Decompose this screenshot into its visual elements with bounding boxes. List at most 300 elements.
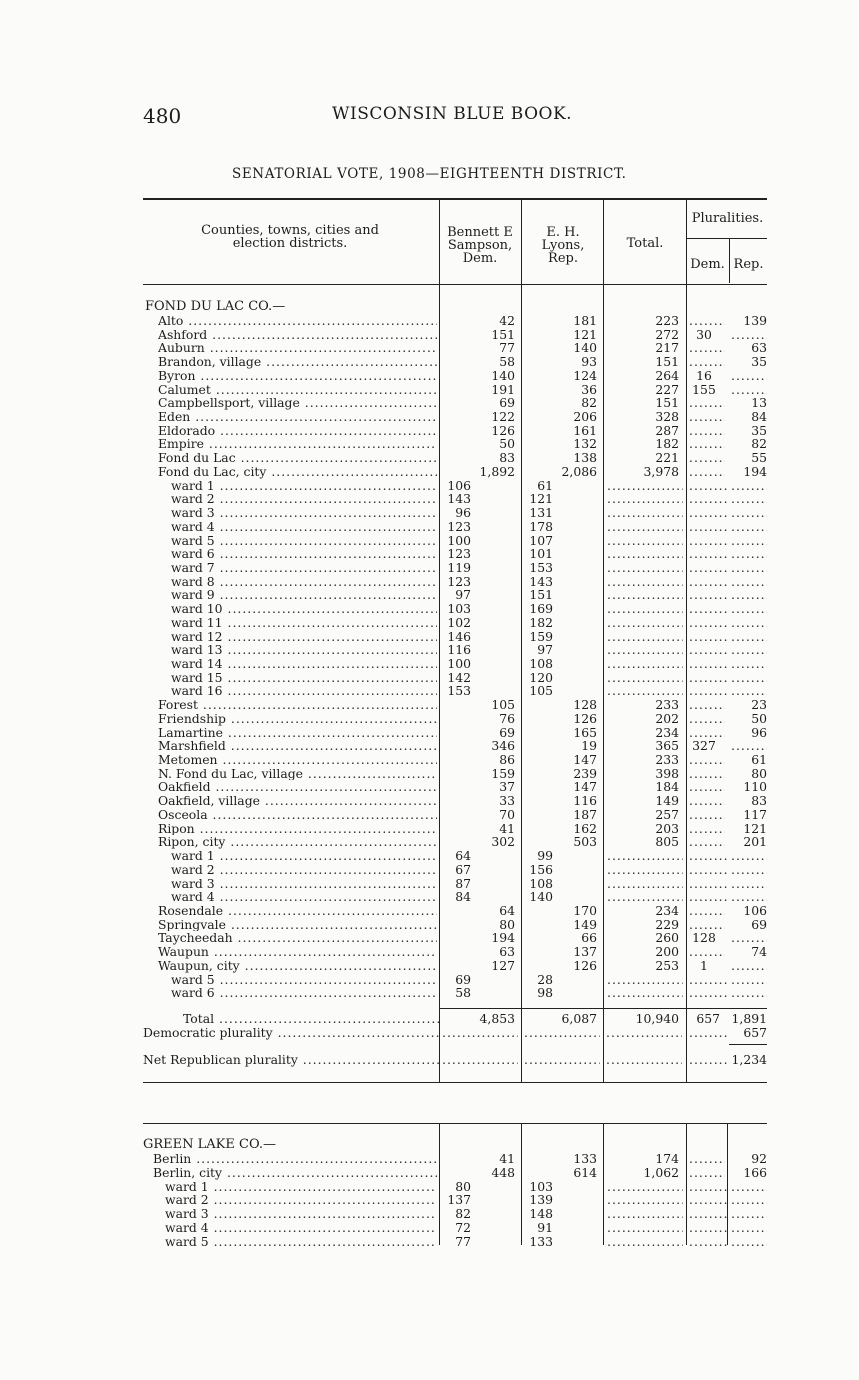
district-name: Ripon, city ..... <box>158 835 437 849</box>
dots-pdem <box>689 822 725 836</box>
dots-prep <box>731 602 767 616</box>
rep-vote: 147 <box>573 752 597 768</box>
district-name: ward 3 ..... <box>165 1207 437 1221</box>
ward-rep-vote: 108 <box>529 656 553 671</box>
district-name: ward 2 ..... <box>165 1193 437 1207</box>
total-label: Total ..... <box>183 1012 439 1026</box>
ward-row <box>0 890 859 904</box>
ward-rep-vote: 91 <box>537 1220 553 1235</box>
dots-pdem <box>689 602 727 616</box>
dots-total <box>607 520 683 534</box>
dem-vote: 83 <box>499 450 515 466</box>
header-plurality-dem: Dem. <box>690 257 725 272</box>
ward-row <box>0 506 859 520</box>
ward-dem-vote: 142 <box>447 669 471 685</box>
dots-pdem <box>689 1221 727 1235</box>
district-name: Oakfield ..... <box>158 780 437 794</box>
book-title: WISCONSIN BLUE BOOK. <box>332 104 573 124</box>
dots-rep <box>524 1053 600 1067</box>
total-rule <box>439 1008 767 1009</box>
district-row <box>0 918 859 932</box>
dots-total <box>607 534 683 548</box>
district-row <box>0 904 859 918</box>
rep-vote: 126 <box>573 710 597 726</box>
dots-pdem <box>689 794 725 808</box>
district-row <box>0 396 859 410</box>
rep-vote: 147 <box>573 779 597 795</box>
ward-dem-vote: 123 <box>447 518 471 534</box>
dots-total <box>607 630 683 644</box>
ward-dem-vote: 84 <box>455 889 471 905</box>
rep-vote: 133 <box>573 1151 597 1166</box>
total-vote: 234 <box>655 724 679 740</box>
dem-vote: 33 <box>499 793 515 809</box>
dots-prep <box>731 383 767 397</box>
dots-pdem <box>689 863 727 877</box>
rep-vote: 140 <box>573 340 597 356</box>
dots-total <box>607 684 683 698</box>
district-name: Waupun, city ..... <box>158 959 437 973</box>
ward-rep-vote: 156 <box>529 861 553 877</box>
total-vote: 1,062 <box>643 1164 679 1180</box>
dots-pdem <box>689 341 725 355</box>
total-vote: 149 <box>655 793 679 809</box>
district-name: ward 4 ..... <box>171 520 437 534</box>
dots-prep <box>731 986 767 1000</box>
dem-vote: 58 <box>499 354 515 370</box>
ward-dem-vote: 87 <box>455 875 471 891</box>
total-vote: 287 <box>655 422 679 438</box>
dots-pdem <box>689 767 725 781</box>
plurality-rep: 23 <box>751 697 767 713</box>
district-name: ward 11 ..... <box>171 616 437 630</box>
dem-vote: 50 <box>499 436 515 452</box>
dots-pdem <box>689 780 725 794</box>
total-vote: 805 <box>655 834 679 850</box>
district-name: ward 8 ..... <box>171 575 437 589</box>
dem-vote: 346 <box>491 738 515 754</box>
district-row <box>0 437 859 451</box>
plurality-dem: 1 <box>700 957 708 973</box>
dots-pdem <box>689 1026 727 1040</box>
rep-vote: 165 <box>573 724 597 740</box>
table-title: SENATORIAL VOTE, 1908—EIGHTEENTH DISTRICT. <box>232 166 627 182</box>
dots-prep <box>731 506 767 520</box>
dots-pdem <box>689 945 725 959</box>
district-name: ward 2 ..... <box>171 492 437 506</box>
dots-pdem <box>689 1193 727 1207</box>
district-row <box>0 451 859 465</box>
ward-row <box>0 671 859 685</box>
plurality-rep: 106 <box>743 902 767 918</box>
dots-prep <box>731 479 767 493</box>
dots-pdem <box>689 808 725 822</box>
dots-total <box>607 588 683 602</box>
plurality-rep: 166 <box>743 1164 767 1180</box>
dem-vote: 127 <box>491 957 515 973</box>
district-row <box>0 753 859 767</box>
rep-vote: 187 <box>573 806 597 822</box>
district-row <box>0 822 859 836</box>
total-vote: 234 <box>655 902 679 918</box>
district-row <box>0 341 859 355</box>
header-total: Total. <box>626 236 664 251</box>
ward-dem-vote: 100 <box>447 532 471 548</box>
rep-vote: 137 <box>573 944 597 960</box>
ward-rep-vote: 151 <box>529 587 553 603</box>
rep-vote: 19 <box>581 738 597 754</box>
plurality-rep: 69 <box>751 916 767 932</box>
dots-pdem <box>689 547 727 561</box>
district-row <box>0 465 859 479</box>
dem-vote: 41 <box>499 1151 515 1166</box>
district-row <box>0 383 859 397</box>
plurality-rep: 50 <box>751 710 767 726</box>
dots-total <box>607 1193 683 1207</box>
rep-vote: 206 <box>573 409 597 425</box>
dots-prep <box>731 1180 767 1194</box>
dots-prep <box>731 959 767 973</box>
dots-prep <box>731 1235 767 1249</box>
dots-pdem <box>689 479 727 493</box>
district-name: ward 1 ..... <box>165 1180 437 1194</box>
ward-rep-vote: 103 <box>529 1178 553 1194</box>
dots-pdem <box>689 1152 725 1166</box>
district-row <box>0 712 859 726</box>
rep-vote: 132 <box>573 436 597 452</box>
dots-total <box>607 479 683 493</box>
dots-prep <box>731 588 767 602</box>
district-name: ward 4 ..... <box>165 1221 437 1235</box>
dots-pdem <box>689 410 725 424</box>
total-total: 10,940 <box>635 1011 679 1026</box>
dem-vote: 122 <box>491 409 515 425</box>
district-row <box>0 1166 859 1180</box>
dots-prep <box>731 739 767 753</box>
net-republican-plurality-label: Net Republican plurality ..... <box>143 1053 439 1067</box>
rep-vote: 128 <box>573 697 597 713</box>
plurality-rep: 55 <box>751 450 767 466</box>
district-name: Auburn ..... <box>158 341 437 355</box>
ward-dem-vote: 119 <box>447 559 471 575</box>
ward-dem-vote: 100 <box>447 656 471 671</box>
district-name: Oakfield, village ..... <box>158 794 437 808</box>
total-vote: 174 <box>655 1151 679 1166</box>
dots-prep <box>731 849 767 863</box>
district-name: Waupun ..... <box>158 945 437 959</box>
rep-vote: 162 <box>573 820 597 836</box>
district-row <box>0 369 859 383</box>
header-districts: Counties, towns, cities and election districts. <box>201 223 379 251</box>
dots-prep <box>731 657 767 671</box>
dem-vote: 86 <box>499 752 515 768</box>
district-name: ward 6 ..... <box>171 986 437 1000</box>
dem-vote: 77 <box>499 340 515 356</box>
dots-total <box>607 1235 683 1249</box>
dots-pdem <box>689 492 727 506</box>
dem-vote: 80 <box>499 916 515 932</box>
district-name: Berlin, city ..... <box>153 1166 437 1180</box>
rep-vote: 126 <box>573 957 597 973</box>
county-name: GREEN LAKE CO.— <box>143 1137 276 1152</box>
rep-vote: 93 <box>581 354 597 370</box>
total-vote: 227 <box>655 381 679 397</box>
total-vote: 151 <box>655 395 679 411</box>
district-name: N. Fond du Lac, village ..... <box>158 767 437 781</box>
ward-dem-vote: 123 <box>447 546 471 562</box>
dem-vote: 64 <box>499 902 515 918</box>
dots-pdem <box>689 561 727 575</box>
district-name: Campbellsport, village ..... <box>158 396 437 410</box>
rep-vote: 503 <box>573 834 597 850</box>
plurality-rep: 121 <box>743 820 767 836</box>
district-row <box>0 808 859 822</box>
ward-dem-vote: 123 <box>447 573 471 589</box>
dem-vote: 69 <box>499 395 515 411</box>
dots-prep <box>731 643 767 657</box>
total-vote: 217 <box>655 340 679 356</box>
district-name: Calumet ..... <box>158 383 437 397</box>
district-name: Springvale ..... <box>158 918 437 932</box>
total-vote: 3,978 <box>643 463 679 479</box>
dots-total <box>607 643 683 657</box>
dots-pdem <box>689 1235 727 1249</box>
dots-total <box>607 602 683 616</box>
ward-dem-vote: 97 <box>455 587 471 603</box>
ward-row <box>0 534 859 548</box>
dots-total <box>607 863 683 877</box>
dots-prep <box>731 328 767 342</box>
district-name: Eden ..... <box>158 410 437 424</box>
district-name: ward 12 ..... <box>171 630 437 644</box>
plurality-rep: 117 <box>743 806 767 822</box>
dots-pdem <box>689 534 727 548</box>
net-republican-plurality-row <box>0 1053 859 1067</box>
dots-pdem <box>689 355 725 369</box>
dots-prep <box>731 547 767 561</box>
dots-total <box>607 506 683 520</box>
total-vote: 223 <box>655 313 679 328</box>
district-name: ward 7 ..... <box>171 561 437 575</box>
ward-rep-vote: 143 <box>529 573 553 589</box>
net-rule <box>729 1044 767 1045</box>
dots-pdem <box>689 616 727 630</box>
ward-dem-vote: 69 <box>455 971 471 987</box>
district-name: ward 10 ..... <box>171 602 437 616</box>
district-name: Lamartine ..... <box>158 726 437 740</box>
ward-row <box>0 1180 859 1194</box>
dots-pdem <box>689 973 727 987</box>
democratic-plurality-value: 657 <box>743 1025 767 1040</box>
dots-total <box>607 1207 683 1221</box>
ward-row <box>0 616 859 630</box>
total-vote: 151 <box>655 354 679 370</box>
dots-total <box>607 616 683 630</box>
ward-dem-vote: 143 <box>447 491 471 507</box>
ward-dem-vote: 82 <box>455 1206 471 1222</box>
dots-prep <box>731 931 767 945</box>
dem-vote: 151 <box>491 326 515 342</box>
plurality-dem: 327 <box>692 738 716 754</box>
rep-vote: 149 <box>573 916 597 932</box>
district-name: Alto ..... <box>158 314 437 328</box>
dots-pdem <box>689 588 727 602</box>
district-row <box>0 945 859 959</box>
ward-rep-vote: 108 <box>529 875 553 891</box>
dots-prep <box>731 890 767 904</box>
rep-vote: 121 <box>573 326 597 342</box>
ward-dem-vote: 64 <box>455 848 471 864</box>
dots-prep <box>731 671 767 685</box>
district-name: ward 5 ..... <box>171 534 437 548</box>
district-name: ward 9 ..... <box>171 588 437 602</box>
district-name: ward 13 ..... <box>171 643 437 657</box>
plurality-rep: 139 <box>743 313 767 328</box>
district-row <box>0 959 859 973</box>
rep-vote: 239 <box>573 765 597 781</box>
district-row <box>0 410 859 424</box>
dots-total <box>607 671 683 685</box>
dem-vote: 37 <box>499 779 515 795</box>
dots-pdem <box>689 506 727 520</box>
total-vote: 184 <box>655 779 679 795</box>
plurality-rep: 63 <box>751 340 767 356</box>
district-row <box>0 931 859 945</box>
plurality-rep: 74 <box>751 944 767 960</box>
dots-prep <box>731 575 767 589</box>
ward-rep-vote: 148 <box>529 1206 553 1222</box>
district-name: ward 6 ..... <box>171 547 437 561</box>
net-republican-plurality-value: 1,234 <box>731 1052 767 1067</box>
dots-prep <box>731 561 767 575</box>
district-row <box>0 328 859 342</box>
ward-row <box>0 561 859 575</box>
district-row <box>0 767 859 781</box>
rep-vote: 161 <box>573 422 597 438</box>
dots-pdem <box>689 835 725 849</box>
district-name: Eldorado ..... <box>158 424 437 438</box>
dem-vote: 448 <box>491 1164 515 1180</box>
dots-pdem <box>689 904 725 918</box>
ward-row <box>0 643 859 657</box>
dots-pdem <box>689 753 725 767</box>
ward-dem-vote: 72 <box>455 1220 471 1235</box>
district-name: ward 16 ..... <box>171 684 437 698</box>
dots-pdem <box>689 630 727 644</box>
dots-pdem <box>689 1053 727 1067</box>
dots-dem <box>442 1053 518 1067</box>
dots-prep <box>731 1207 767 1221</box>
district-name: Brandon, village ..... <box>158 355 437 369</box>
ward-rep-vote: 99 <box>537 848 553 864</box>
dots-total <box>607 575 683 589</box>
dots-total <box>607 877 683 891</box>
district-name: ward 1 ..... <box>171 849 437 863</box>
district-name: Ripon ..... <box>158 822 437 836</box>
district-name: ward 15 ..... <box>171 671 437 685</box>
district-name: ward 5 ..... <box>171 973 437 987</box>
rep-vote: 124 <box>573 367 597 383</box>
dots-prep <box>731 973 767 987</box>
total-vote: 221 <box>655 450 679 466</box>
district-name: ward 5 ..... <box>165 1235 437 1249</box>
district-row <box>0 780 859 794</box>
ward-row <box>0 588 859 602</box>
district-name: ward 3 ..... <box>171 877 437 891</box>
county-heading-green-lake <box>0 1138 859 1152</box>
ward-dem-vote: 96 <box>455 505 471 521</box>
dots-pdem <box>689 314 725 328</box>
total-vote: 328 <box>655 409 679 425</box>
dots-pdem <box>689 451 725 465</box>
district-name: Empire ..... <box>158 437 437 451</box>
dots-pdem <box>689 684 727 698</box>
top-rule <box>143 198 767 200</box>
rep-vote: 181 <box>573 313 597 328</box>
total-vote: 260 <box>655 930 679 946</box>
ward-dem-vote: 153 <box>447 683 471 699</box>
dots-prep <box>731 877 767 891</box>
ward-row <box>0 520 859 534</box>
dots-prep <box>731 684 767 698</box>
district-name: ward 4 ..... <box>171 890 437 904</box>
header-bottom-rule <box>143 284 767 285</box>
total-vote: 182 <box>655 436 679 452</box>
dots-dem <box>442 1026 518 1040</box>
district-name: Marshfield ..... <box>158 739 437 753</box>
dots-pdem <box>689 1207 727 1221</box>
dots-prep <box>731 492 767 506</box>
plurality-rep: 92 <box>751 1151 767 1166</box>
district-name: Fond du Lac ..... <box>158 451 437 465</box>
rep-vote: 2,086 <box>561 463 597 479</box>
ward-rep-vote: 120 <box>529 669 553 685</box>
district-name: ward 2 ..... <box>171 863 437 877</box>
total-vote: 200 <box>655 944 679 960</box>
dots-pdem <box>689 396 725 410</box>
rep-vote: 170 <box>573 902 597 918</box>
dots-total <box>607 973 683 987</box>
dots-pdem <box>689 657 727 671</box>
district-row <box>0 424 859 438</box>
ward-row <box>0 684 859 698</box>
dem-vote: 76 <box>499 710 515 726</box>
district-name: Byron ..... <box>158 369 437 383</box>
total-vote: 202 <box>655 710 679 726</box>
green-lake-top-rule <box>143 1123 767 1124</box>
ward-rep-vote: 159 <box>529 628 553 644</box>
district-name: Osceola ..... <box>158 808 437 822</box>
total-vote: 229 <box>655 916 679 932</box>
plurality-rep: 83 <box>751 793 767 809</box>
dots-pdem <box>689 849 727 863</box>
plurality-rep: 35 <box>751 422 767 438</box>
ward-rep-vote: 97 <box>537 642 553 658</box>
ward-dem-vote: 137 <box>447 1192 471 1208</box>
ward-row <box>0 602 859 616</box>
dots-total <box>607 1221 683 1235</box>
district-name: Ashford ..... <box>158 328 437 342</box>
ward-row <box>0 575 859 589</box>
ward-rep-vote: 98 <box>537 985 553 1001</box>
ward-dem-vote: 67 <box>455 861 471 877</box>
county-heading-fond-du-lac <box>0 300 859 314</box>
ward-rep-vote: 107 <box>529 532 553 548</box>
dots-pdem <box>689 712 725 726</box>
ward-row <box>0 973 859 987</box>
header-pluralities: Pluralities. <box>691 211 764 226</box>
ward-row <box>0 1207 859 1221</box>
